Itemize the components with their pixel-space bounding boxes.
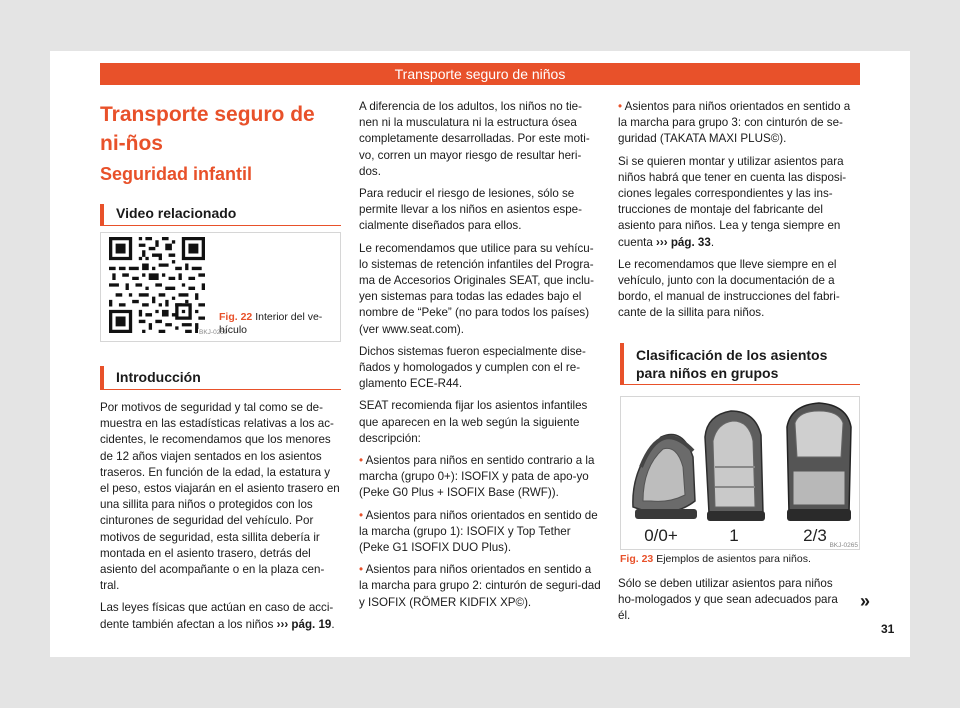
page-ref-link-19[interactable]: ››› pág. 19 — [276, 617, 332, 631]
group-label-0: 0/0+ — [644, 526, 678, 545]
classification-heading: Clasificación de los asientos para niños en grupos — [620, 343, 860, 385]
figure-22-caption-text: Interior del ve-hículo — [219, 311, 323, 336]
running-header-title: Transporte seguro de niños — [394, 66, 566, 82]
middle-paragraph-3: Le recomendamos que utilice para su vehícu-lo sistemas de retención infantiles del Progra-ma de Accesorios Originales SEAT, que inclu-yen sistemas para todas las edades bajo el nombre de “Peke” (no para todos los países) (ver www.seat.com). — [359, 241, 594, 336]
right-paragraph-1: Si se quieren montar y utilizar asientos para niños habrá que tener en cuenta las disposi-ciones legales correspondientes y las ins-trucciones de montaje del fabricante del asiento para niños. Lea y tenga siempre en cuenta ››› pág. 33. — [618, 154, 847, 249]
bullet-item: • Asientos para niños orientados en sentido a la marcha para grupo 2: cinturón de seguri-dad y ISOFIX (RÖMER KIDFIX XP©). — [359, 563, 601, 609]
figure-22-number: Fig. 22 — [219, 311, 253, 323]
bullet-dot-icon: • — [359, 563, 366, 577]
bullet-dot-icon: • — [359, 508, 366, 522]
section-subtitle: Seguridad infantil — [100, 164, 253, 184]
final-paragraph: Sólo se deben utilizar asientos para niños ho-mologados y que sean adecuados para él. — [618, 577, 838, 623]
right-text-top — [618, 99, 860, 328]
figure-22-caption — [219, 311, 339, 337]
child-seats-illustration — [621, 397, 859, 549]
middle-paragraph-1: A diferencia de los adultos, los niños no tie-nen ni la musculatura ni la estructura ósea completamente desarrolladas. Por este moti-vo, corren un mayor riesgo de resultar heri-dos. — [359, 100, 590, 178]
infant-carrier-seat-icon — [633, 435, 697, 520]
running-header — [100, 63, 860, 85]
bullet-dot-icon: • — [359, 454, 366, 468]
figure-23-child-seats — [620, 396, 860, 550]
right-paragraph-2: Le recomendamos que lleve siempre en el vehículo, junto con la documentación de a bordo, el manual de instrucciones del fabri-cante de la sillita para niños. — [618, 257, 840, 320]
middle-paragraph-4: Dichos sistemas fueron especialmente dise-ñados y homologados y cumplen con el re-glamento ECE-R44. — [359, 344, 586, 391]
figure-23-code: BKJ-0265 — [829, 542, 858, 549]
group-label-1: 1 — [729, 526, 739, 545]
page-number: 31 — [881, 622, 895, 636]
group-1-seat-icon — [705, 411, 765, 521]
figure-23-caption — [620, 552, 860, 566]
figure-22 — [100, 232, 341, 342]
intro-text — [100, 400, 341, 639]
right-text-bottom — [618, 576, 852, 631]
bullet-item: • Asientos para niños orientados en sentido de la marcha (grupo 1): ISOFIX y Top Tether (Peke G1 ISOFIX DUO Plus). — [359, 508, 598, 555]
figure-22-code: BKJ-0259 — [199, 329, 228, 336]
page-ref-link-33[interactable]: ››› pág. 33 — [656, 235, 711, 249]
qr-code-image[interactable] — [109, 237, 205, 333]
bullet-item: • Asientos para niños en sentido contrario a la marcha (grupo 0+): ISOFIX y pata de apo-yo (Peke G0 Plus + ISOFIX Base (RWF)). — [359, 454, 595, 500]
bullet-dot-icon: • — [618, 100, 625, 113]
continue-arrow-icon: » — [860, 591, 871, 611]
bullet-item: • Asientos para niños orientados en sentido a la marcha para grupo 3: con cinturón de se-guridad (TAKATA MAXI PLUS©). — [618, 100, 851, 146]
group-label-2: 2/3 — [803, 526, 827, 545]
intro-heading: Introducción — [100, 366, 341, 390]
intro-paragraph-2: Las leyes físicas que actúan en caso de acci-dente también afectan a los niños ››› pág. 19. — [100, 601, 335, 631]
related-video-heading: Video relacionado — [100, 204, 341, 226]
intro-paragraph-1: Por motivos de seguridad y tal como se de-muestra en las estadísticas relativas a los ac-cidentes, le recomendamos que los menores de 12 años viajen sentados en los asientos traseros. En función de la edad, la estatura y el peso, estos viajarán en el asiento trasero en una sillita para niños o protegidos con los cinturones de seguridad del vehículo. Por motivos de seguridad, esta sillita debería ir montada en el asiento trasero, detrás del asiento del acompañante o en la plaza cen-tral. — [100, 401, 340, 593]
page-title: Transporte seguro de ni-ños — [100, 103, 315, 155]
middle-paragraph-5: SEAT recomienda fijar los asientos infantiles que aparecen en la web según la siguiente descripción: — [359, 399, 588, 445]
booster-seat-icon — [787, 403, 851, 521]
figure-23-caption-text: Ejemplos de asientos para niños. — [656, 553, 811, 565]
middle-paragraph-2: Para reducir el riesgo de lesiones, sólo se permite llevar a los niños en asientos espe-cialmente diseñados para ellos. — [359, 187, 582, 233]
middle-text — [359, 99, 601, 617]
figure-23-number: Fig. 23 — [620, 553, 654, 565]
